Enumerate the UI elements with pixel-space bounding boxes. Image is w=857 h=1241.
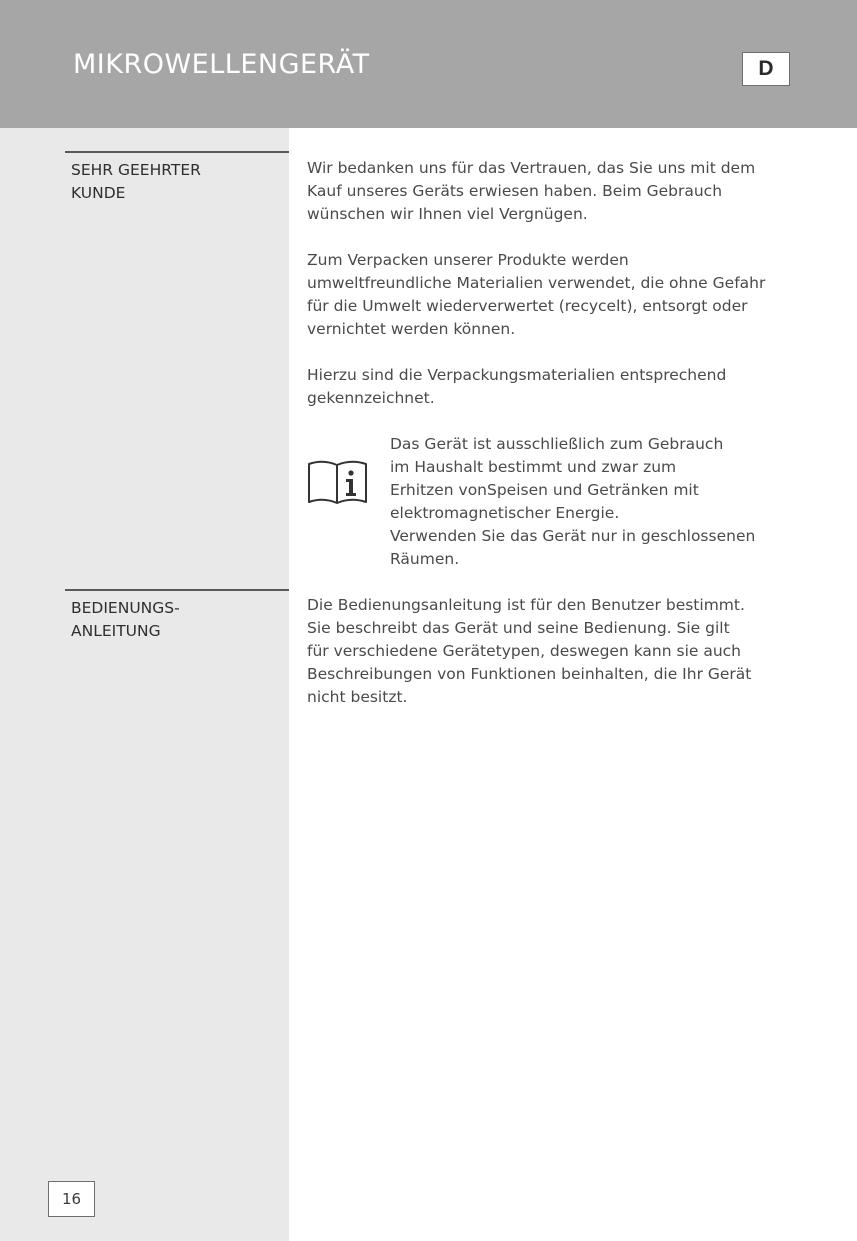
page-number: 16: [48, 1181, 95, 1217]
text-line: Wir bedanken uns für das Vertrauen, das Sie uns mit dem: [307, 159, 756, 177]
section-heading-customer: [65, 151, 289, 205]
text-line: gekennzeichnet.: [307, 389, 435, 407]
text-line: nicht besitzt.: [307, 688, 408, 706]
section-heading-manual: [65, 589, 289, 643]
section-body-manual: [307, 594, 797, 709]
section-heading-line: SEHR GEEHRTER: [71, 161, 201, 179]
text-line: elektromagnetischer Energie.: [390, 504, 620, 522]
section-heading-line: KUNDE: [71, 184, 126, 202]
text-line: im Haushalt bestimmt und zwar zum: [390, 458, 677, 476]
text-line: umweltfreundliche Materialien verwendet, die ohne Gefahr: [307, 274, 766, 292]
paragraph: [390, 433, 795, 571]
text-line: wünschen wir Ihnen viel Vergnügen.: [307, 205, 588, 223]
page-header: [0, 0, 857, 128]
section-heading-line: ANLEITUNG: [71, 622, 161, 640]
text-line: Sie beschreibt das Gerät und seine Bedienung. Sie gilt: [307, 619, 730, 637]
paragraph: [307, 594, 797, 709]
section-heading-line: BEDIENUNGS-: [71, 599, 180, 617]
text-line: Die Bedienungsanleitung ist für den Benutzer bestimmt.: [307, 596, 745, 614]
paragraph: [307, 249, 797, 341]
section-body-customer: [307, 157, 797, 410]
info-book-icon: [307, 459, 369, 505]
text-line: Räumen.: [390, 550, 460, 568]
text-line: für die Umwelt wiederverwertet (recycelt), entsorgt oder: [307, 297, 748, 315]
text-line: vernichtet werden können.: [307, 320, 516, 338]
text-line: Verwenden Sie das Gerät nur in geschlossenen: [390, 527, 756, 545]
text-line: für verschiedene Gerätetypen, deswegen kann sie auch: [307, 642, 741, 660]
text-line: Zum Verpacken unserer Produkte werden: [307, 251, 629, 269]
page-title: MIKROWELLENGERÄT: [73, 49, 370, 80]
paragraph: [307, 364, 797, 410]
text-line: Beschreibungen von Funktionen beinhalten, die Ihr Gerät: [307, 665, 752, 683]
paragraph: [307, 157, 797, 226]
language-badge: D: [742, 52, 790, 86]
text-line: Das Gerät ist ausschließlich zum Gebrauch: [390, 435, 724, 453]
info-note-text: [390, 433, 795, 571]
text-line: Kauf unseres Geräts erwiesen haben. Beim Gebrauch: [307, 182, 723, 200]
text-line: Erhitzen vonSpeisen und Getränken mit: [390, 481, 699, 499]
text-line: Hierzu sind die Verpackungsmaterialien entsprechend: [307, 366, 727, 384]
sidebar: [0, 128, 289, 1241]
